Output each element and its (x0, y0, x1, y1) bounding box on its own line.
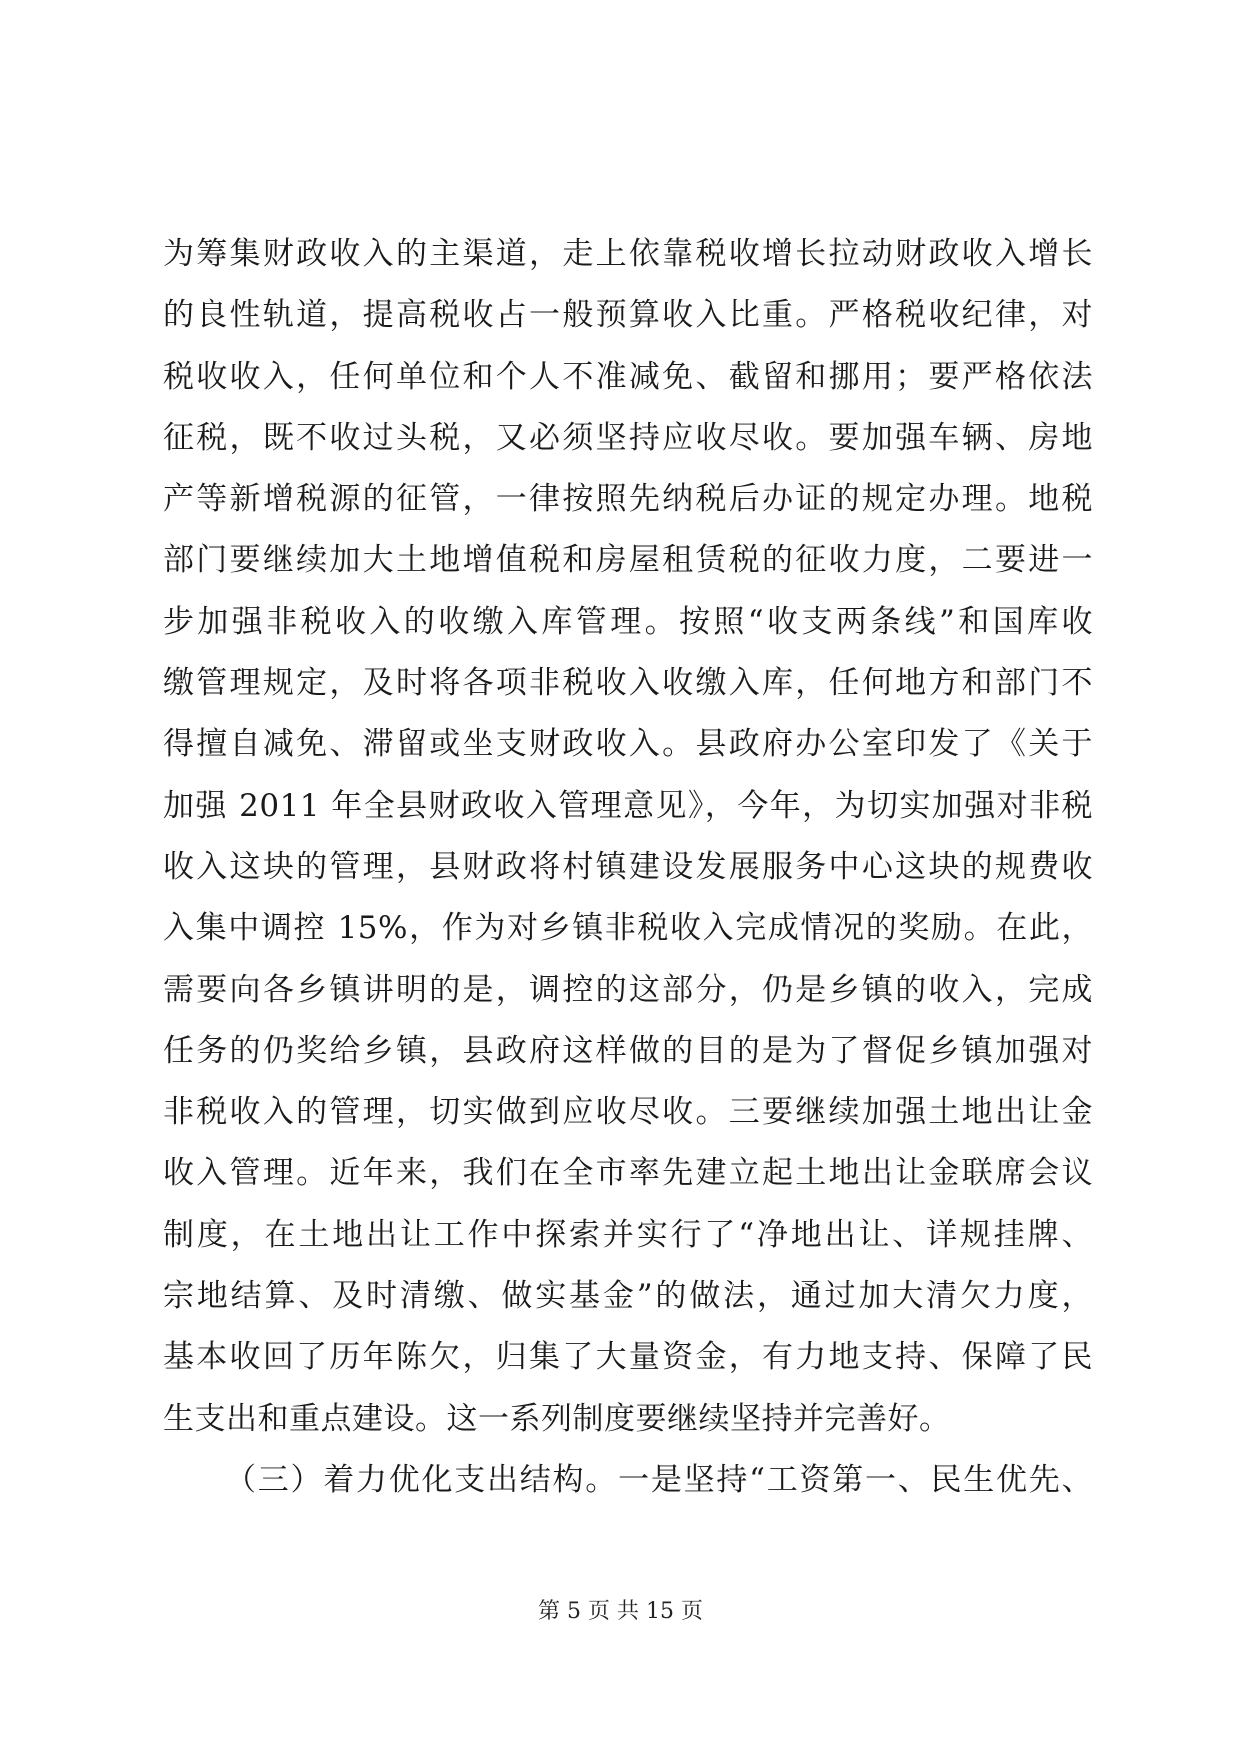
text-line: 产等新增税源的征管，一律按照先纳税后办证的规定办理。地税 (163, 481, 1093, 518)
paragraph-end-line: 生支出和重点建设。这一系列制度要继续坚持并完善好。 (163, 1400, 951, 1437)
text-line: 收入这块的管理，县财政将村镇建设发展服务中心这块的规费收 (163, 848, 1093, 885)
text-line: 部门要继续加大土地增值税和房屋租赁税的征收力度，二要进一 (163, 542, 1093, 579)
text-line: 缴管理规定，及时将各项非税收入收缴入库，任何地方和部门不 (163, 665, 1093, 702)
text-line: 收入管理。近年来，我们在全市率先建立起土地出让金联席会议 (163, 1155, 1093, 1192)
section-heading-line: （三）着力优化支出结构。一是坚持“工资第一、民生优先、 (225, 1461, 1093, 1498)
text-line: 制度，在土地出让工作中探索并实行了“净地出让、详规挂牌、 (163, 1216, 1093, 1253)
page-number-footer: 第 5 页 共 15 页 (538, 1599, 703, 1624)
text-line: 税收收入，任何单位和个人不准减免、截留和挪用；要严格依法 (163, 358, 1093, 395)
text-line: 宗地结算、及时清缴、做实基金”的做法，通过加大清欠力度， (163, 1278, 1093, 1315)
text-line: 为筹集财政收入的主渠道，走上依靠税收增长拉动财政收入增长 (163, 236, 1093, 272)
text-line: 的良性轨道，提高税收占一般预算收入比重。严格税收纪律，对 (163, 297, 1093, 334)
text-line: 入集中调控 15%，作为对乡镇非税收入完成情况的奖励。在此， (163, 910, 1093, 947)
text-line: 需要向各乡镇讲明的是，调控的这部分，仍是乡镇的收入，完成 (163, 971, 1093, 1008)
text-line: 得擅自减免、滞留或坐支财政收入。县政府办公室印发了《关于 (163, 726, 1093, 763)
body-text (163, 224, 1093, 1511)
text-line: 非税收入的管理，切实做到应收尽收。三要继续加强土地出让金 (163, 1094, 1093, 1131)
text-line: 基本收回了历年陈欠，归集了大量资金，有力地支持、保障了民 (163, 1339, 1093, 1376)
text-line: 任务的仍奖给乡镇，县政府这样做的目的是为了督促乡镇加强对 (163, 1032, 1093, 1069)
text-line: 加强 2011 年全县财政收入管理意见》，今年，为切实加强对非税 (163, 787, 1093, 824)
text-line: 征税，既不收过头税，又必须坚持应收尽收。要加强车辆、房地 (163, 419, 1093, 456)
text-line: 步加强非税收入的收缴入库管理。按照“收支两条线”和国库收 (163, 603, 1093, 640)
